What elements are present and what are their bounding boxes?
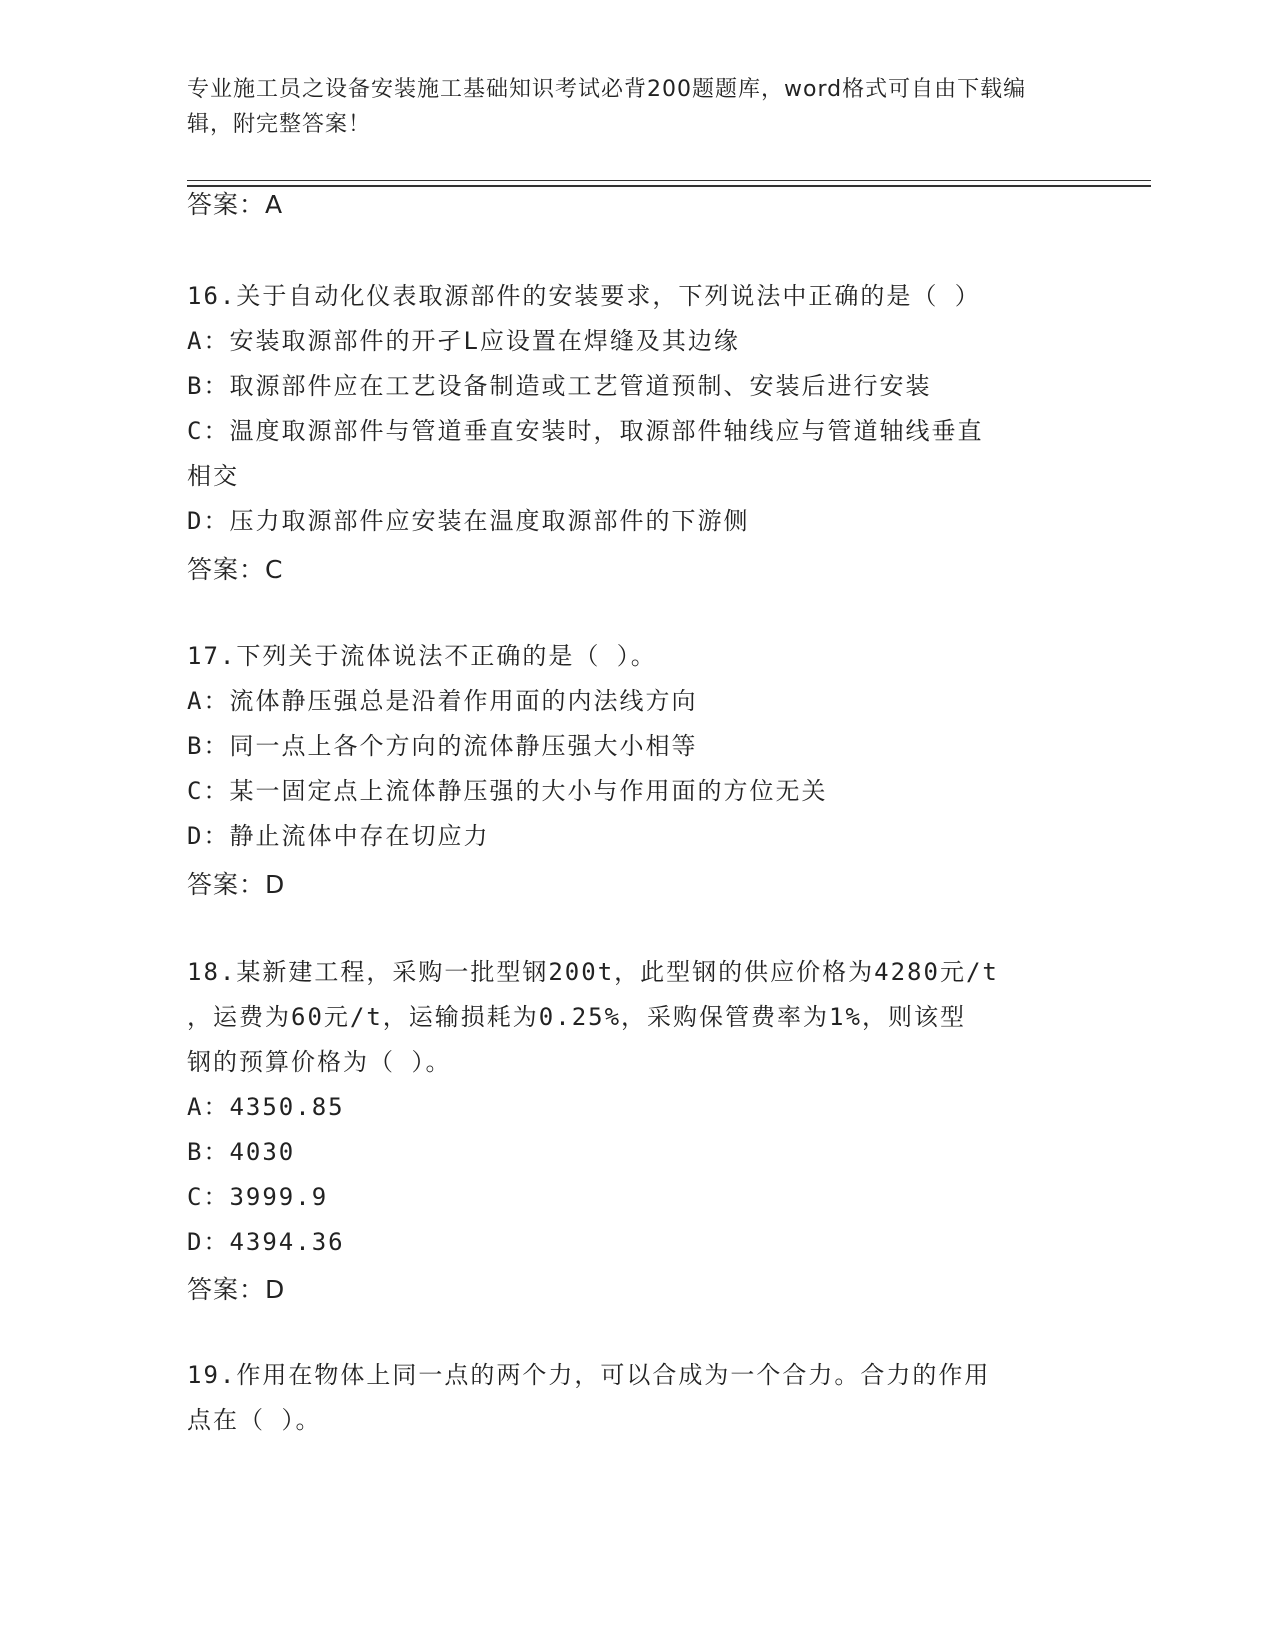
question-16-option-a: A：安装取源部件的开孑L应设置在焊缝及其边缘 bbox=[187, 327, 740, 355]
document-header bbox=[187, 72, 1067, 142]
question-16-option-d: D：压力取源部件应安装在温度取源部件的下游侧 bbox=[187, 507, 750, 535]
header-divider-thick bbox=[187, 185, 1151, 187]
question-18-option-c: C：3999.9 bbox=[187, 1183, 329, 1211]
question-16-option-b: B：取源部件应在工艺设备制造或工艺管道预制、安装后进行安装 bbox=[187, 372, 932, 400]
question-18-stem-cont-2: 钢的预算价格为（ ）。 bbox=[187, 1048, 452, 1076]
question-17-option-b: B：同一点上各个方向的流体静压强大小相等 bbox=[187, 732, 698, 760]
question-17 bbox=[187, 634, 1087, 859]
answer-16: 答案：C bbox=[187, 555, 284, 584]
question-19 bbox=[187, 1353, 1087, 1443]
question-16-option-c: C：温度取源部件与管道垂直安装时，取源部件轴线应与管道轴线垂直 bbox=[187, 417, 984, 445]
question-16-option-c-cont: 相交 bbox=[187, 462, 239, 490]
question-16 bbox=[187, 274, 1087, 544]
question-18-option-d: D：4394.36 bbox=[187, 1228, 345, 1256]
question-18 bbox=[187, 950, 1087, 1265]
answer-15: 答案：A bbox=[187, 190, 284, 219]
question-19-stem: 19.作用在物体上同一点的两个力，可以合成为一个合力。合力的作用 bbox=[187, 1361, 991, 1389]
question-18-option-b: B：4030 bbox=[187, 1138, 296, 1166]
answer-18: 答案：D bbox=[187, 1275, 286, 1304]
answer-17: 答案：D bbox=[187, 870, 286, 899]
question-19-stem-cont: 点在（ ）。 bbox=[187, 1406, 322, 1434]
header-divider-thin bbox=[187, 180, 1151, 181]
question-16-stem: 16.关于自动化仪表取源部件的安装要求，下列说法中正确的是（ ） bbox=[187, 282, 981, 310]
question-18-stem-cont-1: ，运费为60元/t，运输损耗为0.25%，采购保管费率为1%，则该型 bbox=[187, 1003, 966, 1031]
document-title: 专业施工员之设备安装施工基础知识考试必背200题题库，word格式可自由下载编辑，附完整答案！ bbox=[187, 77, 1027, 137]
question-17-stem: 17.下列关于流体说法不正确的是（ ）。 bbox=[187, 642, 657, 670]
question-17-option-c: C：某一固定点上流体静压强的大小与作用面的方位无关 bbox=[187, 777, 828, 805]
question-17-option-d: D：静止流体中存在切应力 bbox=[187, 822, 490, 850]
question-18-option-a: A：4350.85 bbox=[187, 1093, 345, 1121]
question-18-stem: 18.某新建工程，采购一批型钢200t，此型钢的供应价格为4280元/t bbox=[187, 958, 999, 986]
question-17-option-a: A：流体静压强总是沿着作用面的内法线方向 bbox=[187, 687, 698, 715]
